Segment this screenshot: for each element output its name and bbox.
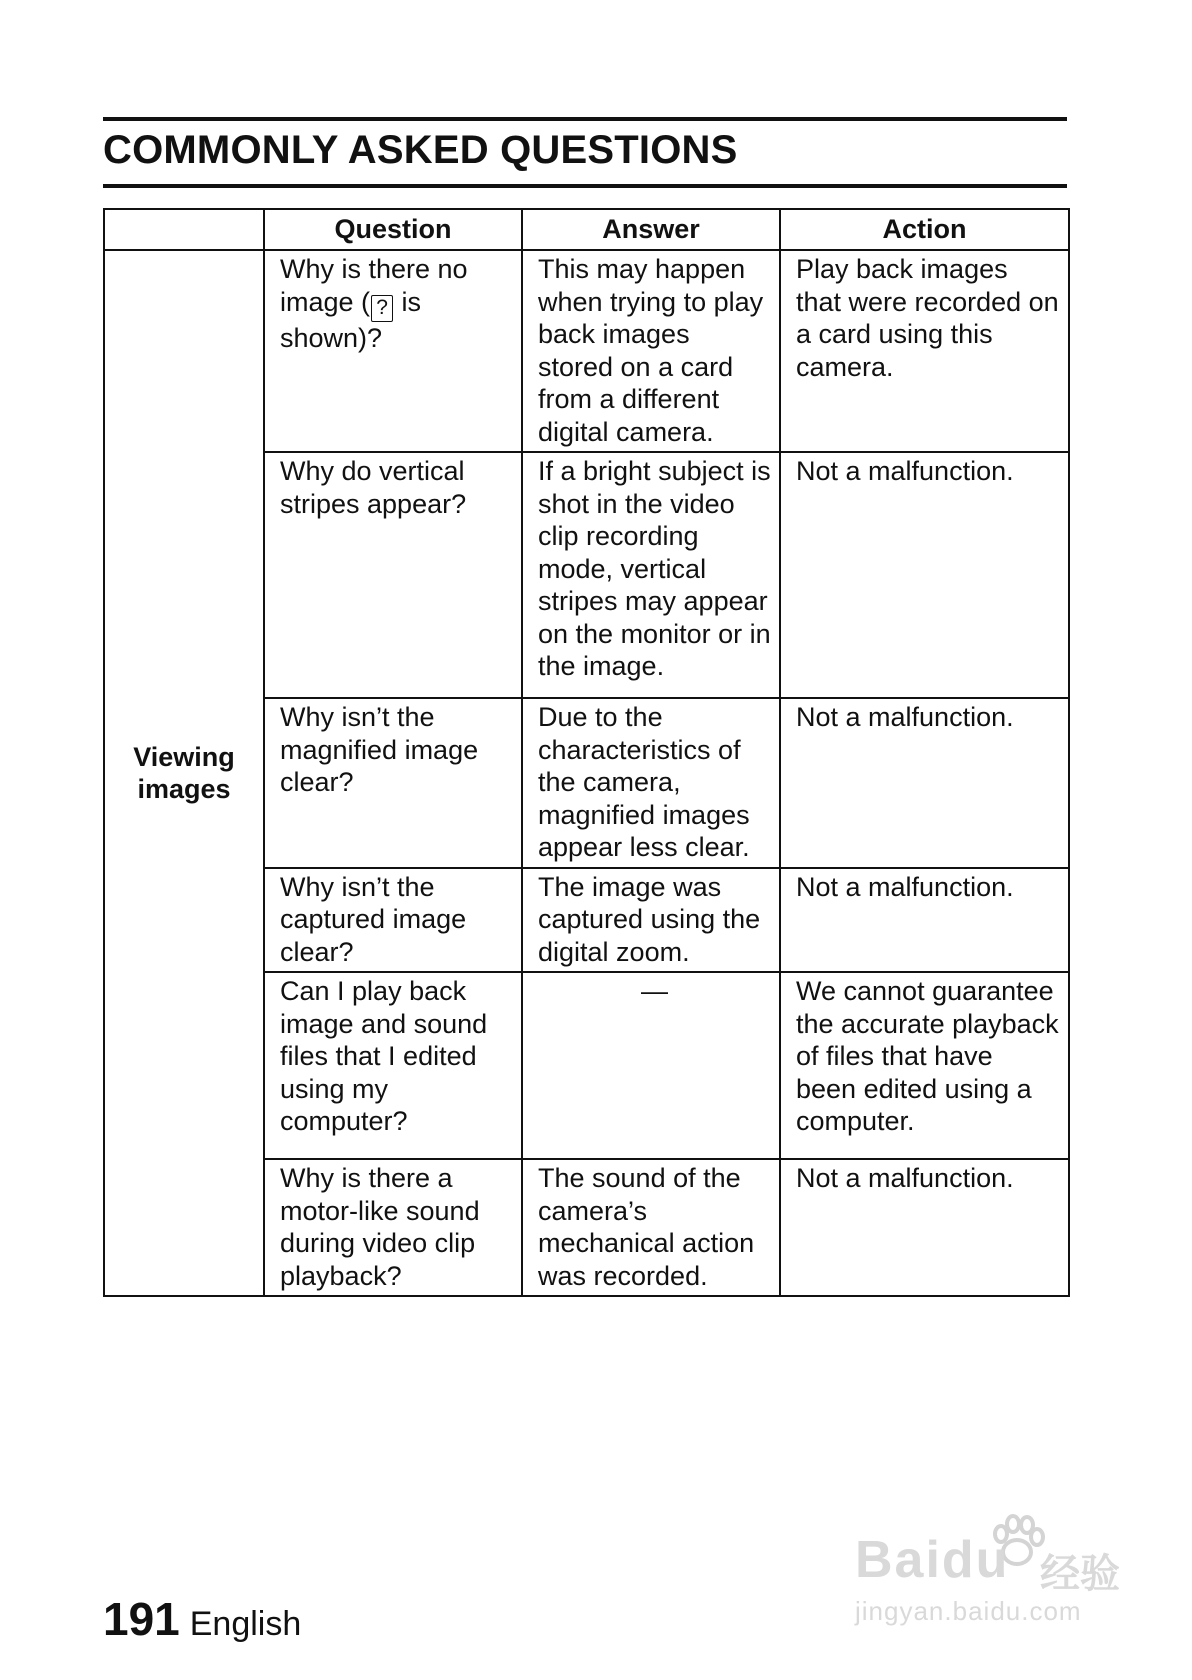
answer-cell: If a bright subject is shot in the video clip recording mode, vertical stripes may appear on the monitor or in the image.: [522, 452, 780, 698]
question-text-end: is shown)?: [280, 286, 422, 353]
page-number: 191: [103, 1593, 180, 1645]
header-question: Question: [264, 209, 522, 250]
header-action: Action: [780, 209, 1069, 250]
page-title: COMMONLY ASKED QUESTIONS: [103, 128, 738, 172]
watermark-url: jingyan.baidu.com: [855, 1596, 1082, 1626]
question-cell: Why isn’t the magnified image clear?: [264, 698, 522, 868]
watermark-logo: Baidu: [855, 1531, 1010, 1589]
table-row: [104, 250, 1069, 452]
title-rule-bottom: [103, 184, 1067, 188]
faq-table: [103, 208, 1070, 1297]
header-category: [104, 209, 264, 250]
question-cell: Why isn’t the captured image clear?: [264, 868, 522, 973]
page-footer: [103, 1592, 301, 1646]
action-cell: Not a malfunction.: [780, 868, 1069, 973]
category-cell: [104, 250, 264, 1296]
title-rule-top: [103, 117, 1067, 121]
action-cell: Play back images that were recorded on a card using this camera.: [780, 250, 1069, 452]
answer-cell: The sound of the camera’s mechanical action was recorded.: [522, 1159, 780, 1296]
page-language: English: [189, 1605, 302, 1643]
answer-cell: This may happen when trying to play back images stored on a card from a different digital camera.: [522, 250, 780, 452]
answer-cell: Due to the characteristics of the camera, magnified images appear less clear.: [522, 698, 780, 868]
question-cell: Why do vertical stripes appear?: [264, 452, 522, 698]
question-cell: Why is there a motor-like sound during video clip playback?: [264, 1159, 522, 1296]
question-cell: Can I play back image and sound files that I edited using my computer?: [264, 972, 522, 1159]
watermark-cn: 经验: [1040, 1552, 1120, 1596]
category-label: Viewing images: [133, 741, 235, 804]
answer-cell: —: [522, 972, 780, 1159]
header-answer: Answer: [522, 209, 780, 250]
table-header-row: [104, 209, 1069, 250]
action-cell: We cannot guarantee the accurate playback of files that have been edited using a computer.: [780, 972, 1069, 1159]
baidu-watermark[interactable]: [855, 1520, 1155, 1640]
action-cell: Not a malfunction.: [780, 452, 1069, 698]
action-cell: Not a malfunction.: [780, 698, 1069, 868]
question-cell: [264, 250, 522, 452]
action-cell: Not a malfunction.: [780, 1159, 1069, 1296]
answer-cell: The image was captured using the digital zoom.: [522, 868, 780, 973]
question-mark-icon: ?: [371, 295, 393, 322]
question-text-start: Why is there no image (: [280, 254, 468, 317]
